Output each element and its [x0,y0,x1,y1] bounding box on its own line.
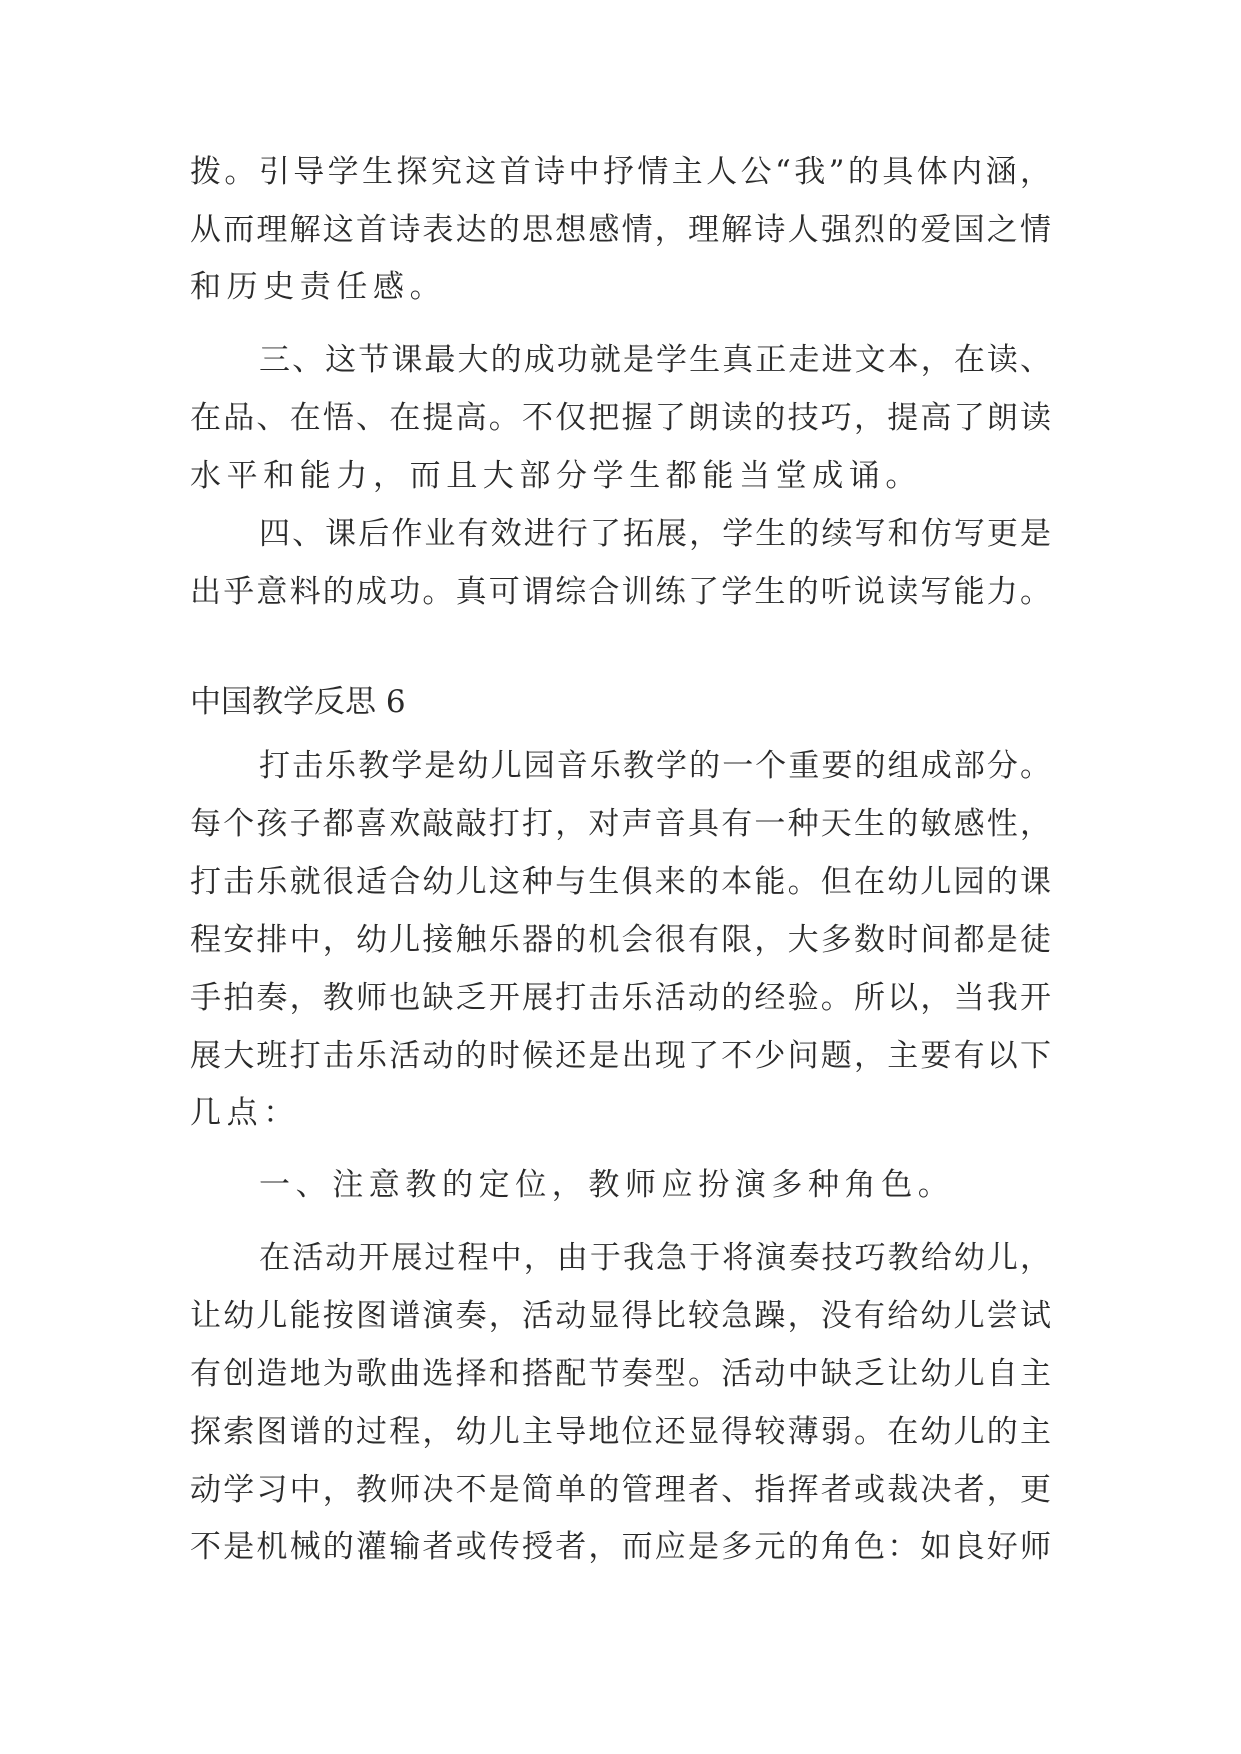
paragraph-line: 几点： [190,1095,300,1131]
paragraph-line: 探索图谱的过程，幼儿主导地位还显得较薄弱。在幼儿的主 [190,1414,1051,1450]
paragraph-line: 展大班打击乐活动的时候还是出现了不少问题，主要有以下 [190,1038,1051,1074]
paragraph-line: 有创造地为歌曲选择和搭配节奏型。活动中缺乏让幼儿自主 [190,1356,1051,1392]
paragraph-line: 拨。引导学生探究这首诗中抒情主人公“我”的具体内涵， [190,154,1051,190]
paragraph-line: 手拍奏，教师也缺乏开展打击乐活动的经验。所以，当我开 [190,980,1051,1016]
paragraph-line: 每个孩子都喜欢敲敲打打，对声音具有一种天生的敏感性， [190,806,1051,842]
paragraph-line: 四、课后作业有效进行了拓展，学生的续写和仿写更是 [259,516,1051,552]
section-heading: 中国教学反思 6 [190,684,406,720]
paragraph-line: 打击乐教学是幼儿园音乐教学的一个重要的组成部分。 [259,748,1051,784]
paragraph-line: 出乎意料的成功。真可谓综合训练了学生的听说读写能力。 [190,574,1051,610]
paragraph-line: 一、注意教的定位，教师应扮演多种角色。 [259,1167,955,1203]
paragraph-line: 水平和能力，而且大部分学生都能当堂成诵。 [190,458,922,494]
paragraph-line: 和历史责任感。 [190,269,447,305]
paragraph-line: 程安排中，幼儿接触乐器的机会很有限，大多数时间都是徒 [190,922,1051,958]
paragraph-line: 动学习中，教师决不是简单的管理者、指挥者或裁决者，更 [190,1472,1051,1508]
paragraph-line: 让幼儿能按图谱演奏，活动显得比较急躁，没有给幼儿尝试 [190,1298,1051,1334]
paragraph-line: 从而理解这首诗表达的思想感情，理解诗人强烈的爱国之情 [190,212,1051,248]
paragraph-line: 打击乐就很适合幼儿这种与生俱来的本能。但在幼儿园的课 [190,864,1051,900]
paragraph-line: 三、这节课最大的成功就是学生真正走进文本，在读、 [259,342,1051,378]
paragraph-line: 在活动开展过程中，由于我急于将演奏技巧教给幼儿， [259,1240,1051,1276]
paragraph-line: 在品、在悟、在提高。不仅把握了朗读的技巧，提高了朗读 [190,400,1051,436]
paragraph-line: 不是机械的灌输者或传授者，而应是多元的角色：如良好师 [190,1529,1051,1565]
